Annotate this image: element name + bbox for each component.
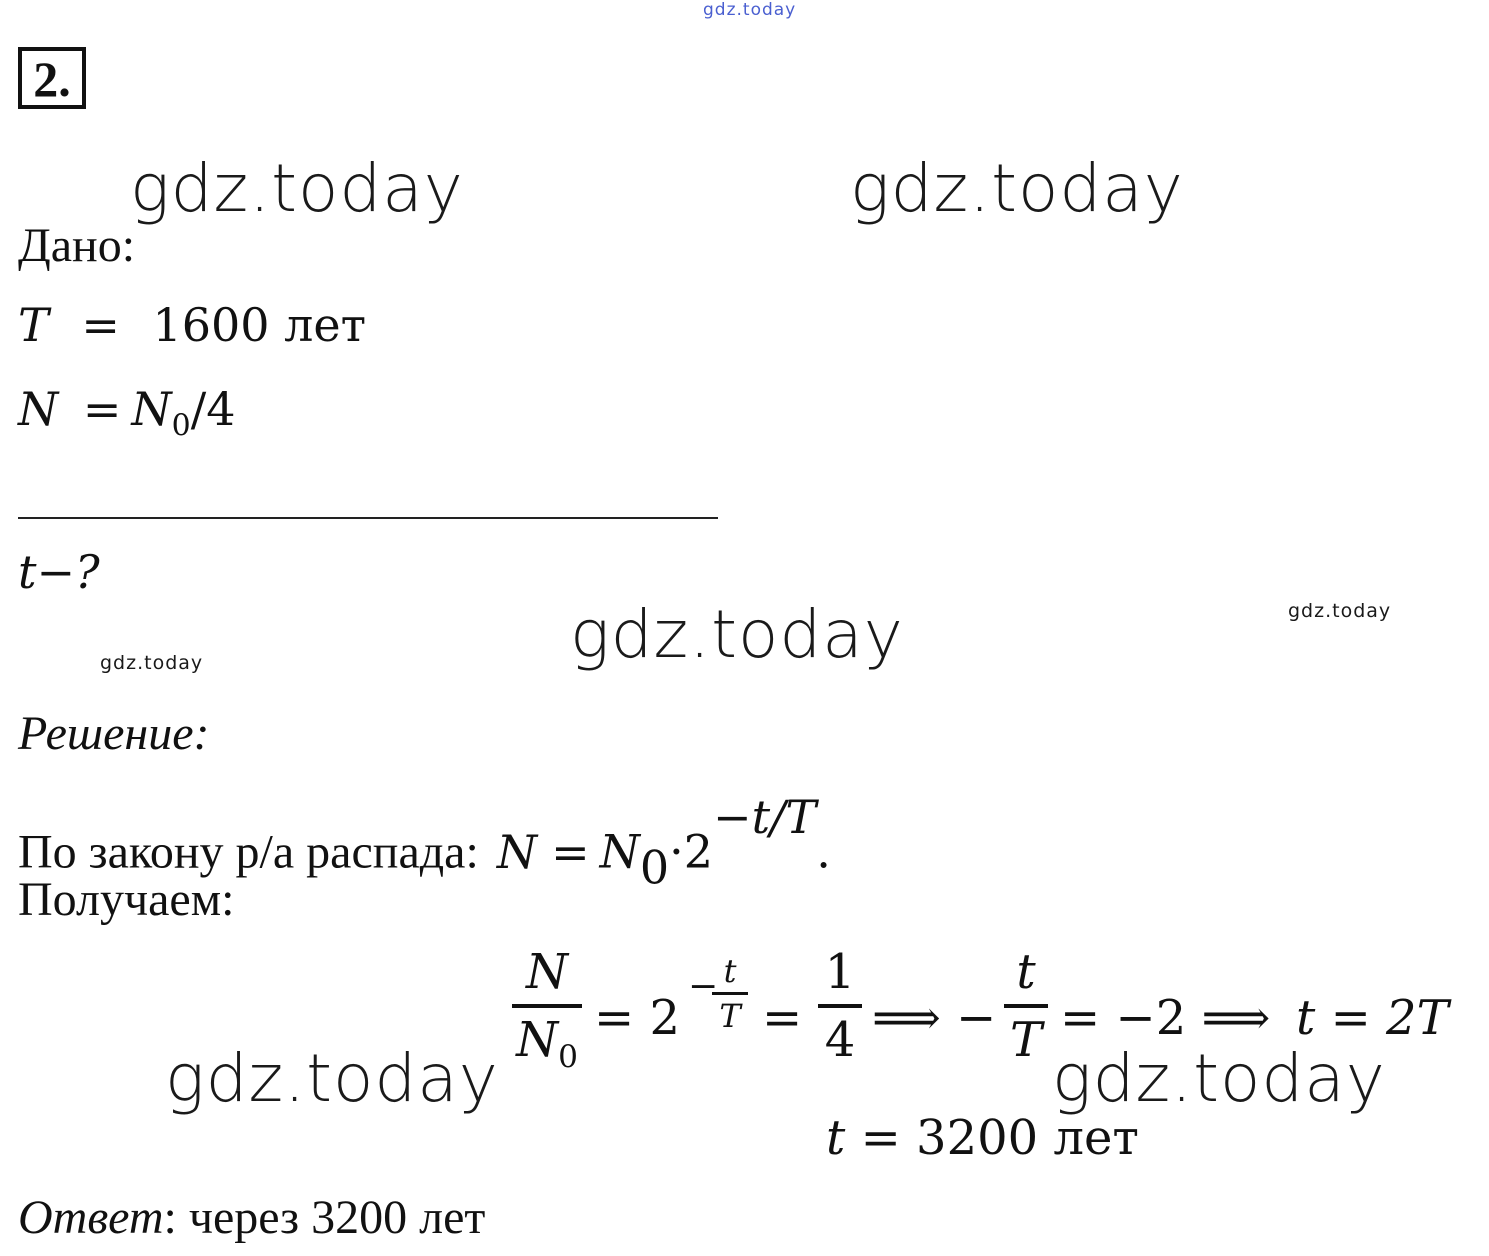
count-variable: N <box>18 382 59 436</box>
problem-number: 2. <box>18 47 86 109</box>
law-lhs: N <box>496 824 538 879</box>
given-label: Дано: <box>18 219 136 272</box>
fraction-bar <box>512 1004 582 1008</box>
t-fraction-numerator: t <box>1016 944 1036 1000</box>
result-equation: = 2T <box>1330 990 1449 1046</box>
fraction-n-over-n0 <box>512 944 582 1075</box>
exponent-bar <box>712 992 748 995</box>
period-equals: = <box>81 298 120 352</box>
answer-text: через 3200 лет <box>188 1191 486 1244</box>
watermark-top: gdz.today <box>703 0 797 20</box>
given-divider <box>18 517 718 519</box>
exponent-numerator: t <box>723 952 737 990</box>
watermark-large: gdz.today <box>165 1040 499 1117</box>
result-line <box>1296 990 1449 1046</box>
count-rhs-subscript: 0 <box>171 408 191 444</box>
fraction-denominator-subscript: 0 <box>558 1038 578 1075</box>
watermark-large: gdz.today <box>1052 1040 1386 1117</box>
final-equation: = 3200 лет <box>860 1110 1139 1166</box>
quarter-bar <box>818 1004 862 1008</box>
watermark-large: gdz.today <box>570 596 904 673</box>
get-text: Получаем: <box>18 873 235 926</box>
answer-colon: : <box>163 1191 177 1244</box>
t-fraction-denominator: T <box>1009 1012 1042 1068</box>
given-count <box>18 382 235 443</box>
period-variable: T <box>18 298 49 352</box>
watermark-large: gdz.today <box>130 150 464 227</box>
law-rhs-subscript: 0 <box>639 840 670 895</box>
quarter-numerator: 1 <box>824 944 856 1000</box>
equals-minus-two-implies: = −2 ⟹ <box>1060 990 1271 1046</box>
implies-minus: ⟹ − <box>872 990 997 1046</box>
count-equals: = <box>82 382 122 436</box>
equals-sign: = <box>762 990 803 1046</box>
answer-line <box>18 1190 485 1245</box>
law-rhs-mid: ·2 <box>669 824 714 879</box>
find-line: t−? <box>18 545 100 599</box>
exponent-denominator: T <box>719 997 741 1035</box>
fraction-one-quarter <box>818 944 862 1068</box>
fraction-numerator: N <box>526 944 568 1000</box>
law-end: . <box>816 824 831 879</box>
exponent-fraction <box>712 952 748 1035</box>
quarter-denominator: 4 <box>824 1012 856 1068</box>
fraction-t-over-t <box>1004 944 1048 1068</box>
final-variable: t <box>826 1110 846 1166</box>
law-equals: = <box>551 824 590 879</box>
watermark-small: gdz.today <box>1288 600 1392 622</box>
count-rhs-variable: N <box>131 382 172 436</box>
exponent-minus: − <box>688 966 719 1007</box>
watermark-large: gdz.today <box>850 150 1184 227</box>
fraction-denominator <box>512 1012 582 1075</box>
period-value: 1600 лет <box>152 298 367 352</box>
solution-label: Решение: <box>18 707 210 760</box>
law-text: По закону р/а распада: <box>18 825 479 879</box>
equals-two: = 2 <box>594 990 681 1046</box>
law-rhs-exponent: −t/T <box>713 790 817 844</box>
fraction-denominator-variable: N <box>516 1012 559 1068</box>
final-value-line <box>826 1110 1139 1166</box>
count-rhs-tail: /4 <box>190 382 236 436</box>
answer-label: Ответ <box>18 1191 164 1244</box>
result-variable: t <box>1296 990 1316 1046</box>
watermark-small: gdz.today <box>100 652 204 674</box>
law-rhs-variable: N <box>599 824 640 879</box>
t-fraction-bar <box>1004 1004 1048 1008</box>
given-period <box>18 298 366 352</box>
